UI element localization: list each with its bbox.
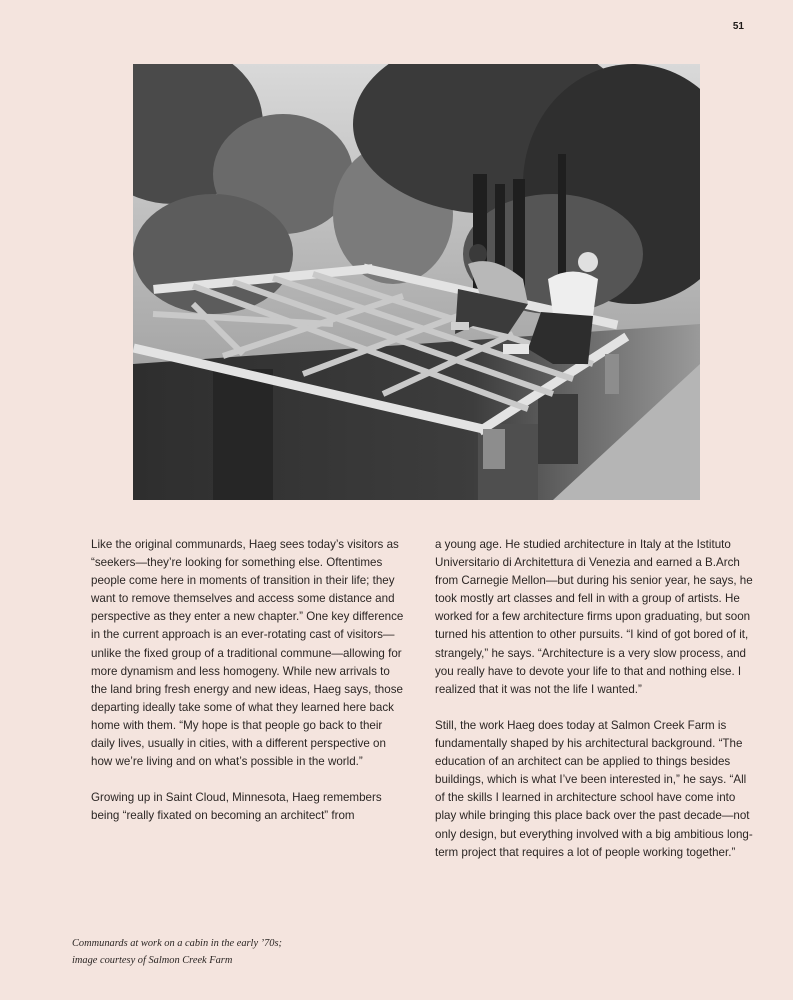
article-paragraph: a young age. He studied architecture in Italy at the Istituto Universitario di Architettura di Venezia and earned a B.Arch from Carnegie Mellon—but during his senior year, he says, he took mostly art classes and fell in with a group of artists. He worked for a few architecture firms upon graduating, but soon turned his attention to other pursuits. “I kind of got bored of it, strangely,” he says. “Architecture is a very slow process, and you really have to devote your life to that and nothing else. I realized that it was not the life I wanted.” [435,538,753,696]
caption-line: image courtesy of Salmon Creek Farm [72,955,233,966]
article-right-column [435,536,753,862]
article-left-column [91,536,407,826]
article-paragraph: Still, the work Haeg does today at Salmon Creek Farm is fundamentally shaped by his architectural background. “The education of an architect can be applied to things besides buildings, which is what I’ve been interested in,” he says. “All of the skills I learned in architecture school have come into play while bringing this place back over the past decade—not only design, but everything involved with a big ambitious long-term project that requires a lot of people working together.” [435,718,753,859]
cabin-construction-photo [133,64,700,500]
caption-line: Communards at work on a cabin in the early ’70s; [72,938,283,949]
article-paragraph: Like the original communards, Haeg sees today’s visitors as “seekers—they’re looking for something else. Oftentimes people come here in moments of transition in their life; they want to remove themselves and access some distance and perspective as they enter a new chapter.” One key difference in the current approach is an ever-rotating cast of visitors—unlike the fixed group of a traditional commune—allowing for more dynamism and less homogeny. While new arrivals to the land bring fresh energy and new ideas, Haeg says, those departing ideally take some of what they learned here back home with them. “My hope is that people go back to their daily lives, usually in cities, with a different perspective on how we’re living and on what’s possible in the world.” [91,538,404,769]
page-number: 51 [732,21,744,32]
photo-caption [72,935,392,969]
article-paragraph: Growing up in Saint Cloud, Minnesota, Haeg remembers being “really fixated on becoming an architect” from [91,791,382,823]
